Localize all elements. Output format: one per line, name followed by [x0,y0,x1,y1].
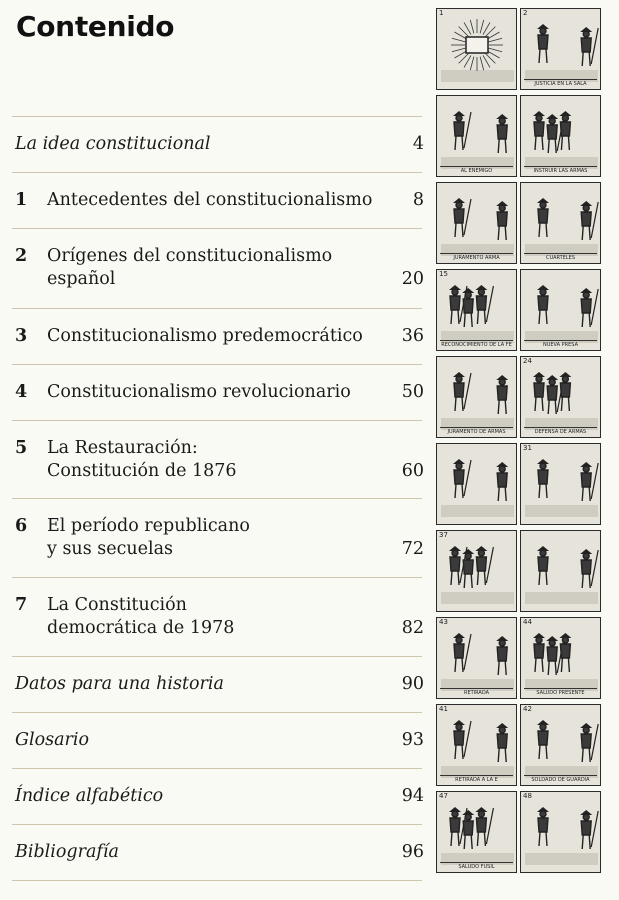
engraving-tile-icon [520,791,601,873]
divider [12,420,422,421]
tile-caption: JURAMENTO DE ARMAS [440,427,513,435]
engraving-drawing [521,183,601,264]
engraving-drawing [521,96,601,177]
divider [12,364,422,365]
engraving-drawing [437,792,517,873]
divider [12,656,422,657]
toc-entry-page: 96 [401,842,424,862]
engraving-tile-icon [436,269,517,351]
tile-number: 42 [523,705,532,713]
toc-entry-page: 4 [412,134,424,154]
tile-number: 15 [439,270,448,278]
divider [12,308,422,309]
toc-entry-title: La Restauración: Constitución de 1876 [47,438,237,481]
engraving-drawing [437,357,517,438]
engraving-tile-icon [520,182,601,264]
engraving-drawing [437,270,517,351]
tile-caption: AL ENEMIGO [440,166,513,174]
tile-number: 48 [523,792,532,800]
tile-caption: INSTRUIR LAS ARMAS [524,166,597,174]
toc-entry-page: 82 [401,618,424,638]
engraving-tile-icon [436,356,517,438]
engraving-drawing [521,9,601,90]
engraving-tile-icon [436,95,517,177]
engraving-strip [436,8,604,880]
engraving-drawing [437,531,517,612]
toc-entry-title: El período republicano y sus secuelas [47,516,250,559]
divider [12,498,422,499]
divider [12,712,422,713]
toc-entry-number: 1 [15,190,28,210]
toc-entry-title: Orígenes del constitucionalismo español [47,246,333,289]
tile-number: 43 [439,618,448,626]
toc-entry-title: La idea constitucional [15,134,211,154]
engraving-tile-icon [436,704,517,786]
tile-number: 1 [439,9,444,17]
toc-entry-page: 60 [401,461,424,481]
toc-entry-number: 5 [15,438,28,458]
divider [12,824,422,825]
tile-number: 47 [439,792,448,800]
engraving-tile-icon [436,182,517,264]
engraving-drawing [437,183,517,264]
engraving-tile-icon [520,356,601,438]
toc-entry-title: Datos para una historia [15,674,224,694]
tile-caption: SALUDO PRESENTE [524,688,597,696]
toc-entry-page: 8 [412,190,424,210]
toc-entry-title: Constitucionalismo revolucionario [47,382,351,402]
tile-caption: SALUDO FUSIL [440,862,513,870]
engraving-tile-icon [436,530,517,612]
tile-caption: RETIRADA A LA E [440,775,513,783]
tile-number: 24 [523,357,532,365]
engraving-drawing [437,444,517,525]
engraving-tile-icon [436,443,517,525]
toc-entry-page: 93 [401,730,424,750]
tile-caption: JUSTICIA EN LA SALA [524,79,597,87]
engraving-tile-icon [520,617,601,699]
engraving-drawing [521,792,601,873]
tile-number: 37 [439,531,448,539]
engraving-tile-icon [520,95,601,177]
engraving-tile-icon [520,704,601,786]
divider [12,228,422,229]
toc-entry-title: Antecedentes del constitucionalismo [47,190,373,210]
toc-entry-title: La Constitución democrática de 1978 [47,595,235,638]
engraving-drawing [521,357,601,438]
engraving-tile-icon [520,8,601,90]
divider [12,577,422,578]
toc-entry-page: 36 [401,326,424,346]
toc-entry-number: 2 [15,246,28,266]
tile-caption: SOLDADO DE GUARDIA [524,775,597,783]
toc-entry-page: 94 [401,786,424,806]
engraving-tile-icon [436,791,517,873]
toc-entry-title: Índice alfabético [15,786,164,806]
divider [12,116,422,117]
tile-number: 41 [439,705,448,713]
tile-caption: RECONOCIMIENTO DE LA FE [441,342,512,348]
tile-caption: JURAMENTO ARMA [440,253,513,261]
divider [12,880,422,881]
divider [12,172,422,173]
tile-caption: NUEVA PRESA [524,340,597,348]
divider [12,768,422,769]
engraving-tile-icon [520,269,601,351]
toc-entry-page: 72 [401,539,424,559]
toc-entry-number: 3 [15,326,28,346]
toc-entry-title: Bibliografía [15,842,119,862]
tile-caption: RETIRADA [440,688,513,696]
tile-number: 44 [523,618,532,626]
tile-caption: CUARTELES [524,253,597,261]
page-title: Contenido [16,10,175,43]
engraving-tile-icon [436,617,517,699]
engraving-tile-icon [520,530,601,612]
toc-entry-number: 6 [15,516,28,536]
engraving-drawing [437,9,517,90]
toc-entry-title: Glosario [15,730,90,750]
toc-entry-number: 7 [15,595,28,615]
engraving-drawing [521,531,601,612]
engraving-tile-icon [436,8,517,90]
toc-entry-number: 4 [15,382,28,402]
engraving-drawing [437,618,517,699]
engraving-drawing [521,618,601,699]
toc-entry-page: 20 [401,269,424,289]
engraving-drawing [437,705,517,786]
toc-entry-page: 50 [401,382,424,402]
engraving-drawing [521,270,601,351]
toc-entry-page: 90 [401,674,424,694]
engraving-drawing [437,96,517,177]
engraving-drawing [521,705,601,786]
toc-entry-title: Constitucionalismo predemocrático [47,326,363,346]
engraving-tile-icon [520,443,601,525]
tile-caption: DEFENSA DE ARMAS [524,427,597,435]
tile-number: 31 [523,444,532,452]
tile-number: 2 [523,9,528,17]
engraving-drawing [521,444,601,525]
